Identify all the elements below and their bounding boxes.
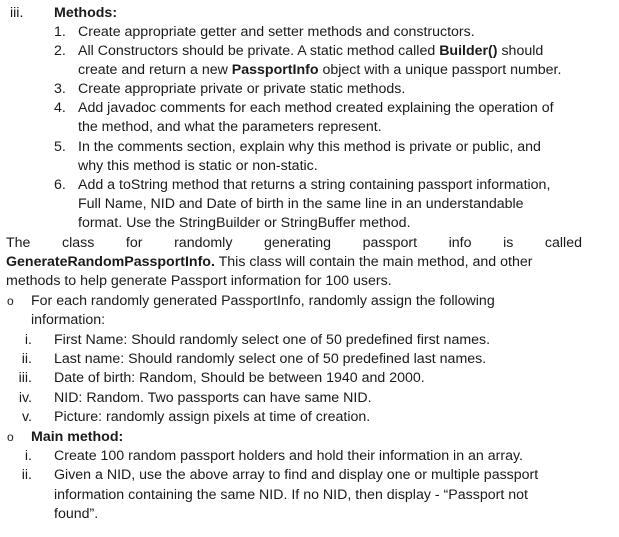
roman-numeral: iii.: [18, 370, 32, 386]
roman-numeral: ii.: [21, 351, 32, 367]
text-run: This class will contain the main method, and other: [214, 254, 533, 270]
list-item-text: Picture: randomly assign pixels at time of creation.: [54, 409, 371, 425]
item-text: format. Use the StringBuilder or StringBuffer method.: [78, 215, 411, 231]
item-text: Add javadoc comments for each method created explaining the operation of: [78, 100, 554, 116]
roman-numeral: i.: [24, 448, 32, 464]
item-text: Add a toString method that returns a string containing passport information,: [78, 177, 551, 193]
bullet-text: information:: [31, 312, 106, 328]
passportinfo-class-name: PassportInfo: [231, 62, 319, 78]
item-text: In the comments section, explain why this method is private or public, and: [78, 139, 541, 155]
item-text: Create appropriate getter and setter methods and constructors.: [78, 24, 475, 40]
text-run: should: [497, 43, 544, 59]
class-paragraph-line: [6, 253, 532, 272]
list-item-text: Last name: Should randomly select one of 50 predefined last names.: [54, 351, 487, 367]
list-item-text: Date of birth: Random, Should be between 1940 and 2000.: [54, 370, 425, 386]
text-run: All Constructors should be private. A static method called: [78, 43, 440, 59]
class-paragraph-line: methods to help generate Passport information for 100 users.: [6, 273, 392, 289]
item-text: why this method is static or non-static.: [78, 158, 318, 174]
section-number: iii.: [10, 5, 24, 21]
item-number: 1.: [54, 24, 66, 40]
circle-bullet-icon: o: [7, 430, 14, 444]
roman-numeral: v.: [22, 409, 32, 425]
text-run: create and return a new: [78, 62, 232, 78]
list-item-text: found”.: [54, 506, 99, 522]
item-text: Create appropriate private or private static methods.: [78, 81, 406, 97]
list-item-text: Given a NID, use the above array to find and display one or multiple passport: [54, 467, 539, 483]
roman-numeral: iv.: [18, 390, 32, 406]
circle-bullet-icon: o: [7, 294, 14, 308]
item-number: 5.: [54, 139, 66, 155]
item-text: [78, 42, 543, 61]
class-paragraph-line: The class for randomly generating passport info is called: [6, 235, 582, 251]
main-method-title: Main method:: [31, 429, 124, 445]
list-item-text: information containing the same NID. If no NID, then display - “Passport not: [54, 487, 528, 503]
bullet-text: For each randomly generated PassportInfo, randomly assign the following: [31, 293, 495, 309]
item-number: 4.: [54, 100, 66, 116]
item-text: the method, and what the parameters represent.: [78, 119, 382, 135]
item-text: [78, 61, 561, 80]
roman-numeral: i.: [24, 332, 32, 348]
item-number: 6.: [54, 177, 66, 193]
builder-method-name: Builder(): [439, 43, 498, 59]
list-item-text: First Name: Should randomly select one of 50 predefined first names.: [54, 332, 491, 348]
list-item-text: Create 100 random passport holders and hold their information in an array.: [54, 448, 523, 464]
list-item-text: NID: Random. Two passports can have same NID.: [54, 390, 372, 406]
item-number: 2.: [54, 43, 66, 59]
item-number: 3.: [54, 81, 66, 97]
section-title: Methods:: [54, 5, 118, 21]
item-text: Full Name, NID and Date of birth in the same line in an understandable: [78, 196, 524, 212]
generator-class-name: GenerateRandomPassportInfo.: [6, 254, 215, 270]
text-run: object with a unique passport number.: [318, 62, 562, 78]
roman-numeral: ii.: [21, 467, 32, 483]
